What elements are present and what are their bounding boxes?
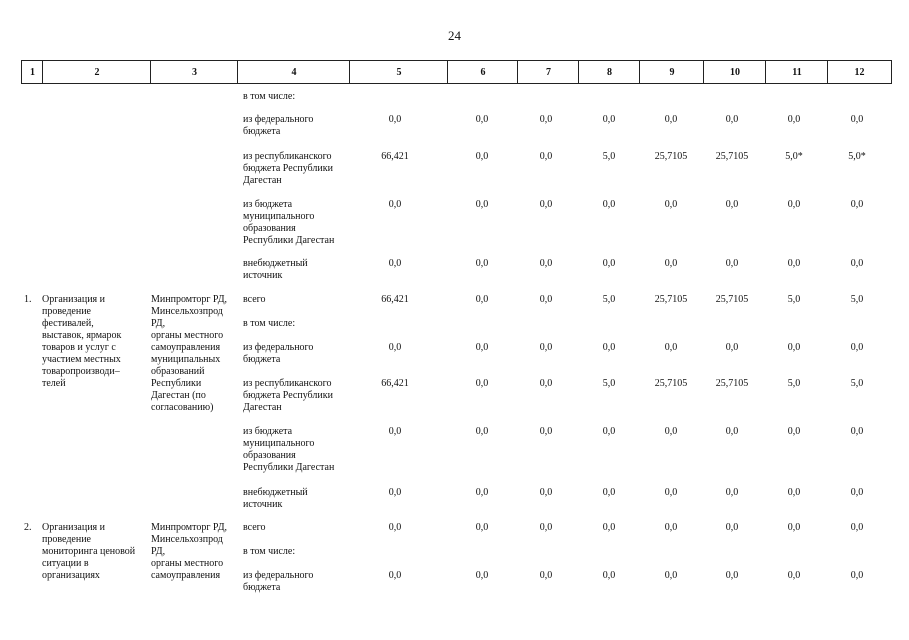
value-cell: 0,0 bbox=[602, 342, 616, 353]
header-cell: 5 bbox=[349, 60, 448, 84]
funding-source-line: источник bbox=[243, 499, 283, 510]
header-cell: 4 bbox=[237, 60, 350, 84]
value-cell: 0,0 bbox=[664, 522, 678, 533]
value-cell: 0,0 bbox=[664, 199, 678, 210]
funding-source-line: муниципального bbox=[243, 438, 315, 449]
value-cell: 0,0 bbox=[850, 342, 864, 353]
value-cell: 0,0 bbox=[602, 426, 616, 437]
value-cell: 25,7105 bbox=[654, 151, 688, 162]
funding-source-line: из федерального bbox=[243, 114, 314, 125]
executor-line: самоуправления bbox=[151, 342, 221, 353]
executor-line: образований bbox=[151, 366, 205, 377]
value-cell: 0,0 bbox=[602, 258, 616, 269]
executor-line: Дагестан (по bbox=[151, 390, 206, 401]
executor-line: органы местного bbox=[151, 558, 224, 569]
value-cell: 0,0 bbox=[388, 258, 402, 269]
value-cell: 0,0 bbox=[388, 522, 402, 533]
funding-source-line: внебюджетный bbox=[243, 487, 308, 498]
value-cell: 0,0 bbox=[725, 570, 739, 581]
value-cell: 0,0 bbox=[475, 487, 489, 498]
value-cell: 0,0 bbox=[475, 114, 489, 125]
funding-source-label bbox=[243, 91, 295, 103]
executor-line: Минсельхозпрод bbox=[151, 306, 223, 317]
value-cell: 0,0 bbox=[725, 487, 739, 498]
funding-source-line: бюджета bbox=[243, 582, 281, 593]
funding-source-line: внебюджетный bbox=[243, 258, 308, 269]
value-cell: 0,0 bbox=[475, 258, 489, 269]
value-cell: 5,0* bbox=[785, 151, 803, 162]
activity-line: Организация и bbox=[42, 294, 106, 305]
value-cell: 0,0 bbox=[388, 426, 402, 437]
activity-line: выставок, ярмарок bbox=[42, 330, 122, 341]
value-cell: 0,0 bbox=[787, 570, 801, 581]
value-cell: 0,0 bbox=[850, 258, 864, 269]
value-cell: 0,0 bbox=[539, 294, 553, 305]
value-cell: 0,0 bbox=[602, 570, 616, 581]
funding-source-line: всего bbox=[243, 294, 266, 305]
activity-line: Организация и bbox=[42, 522, 106, 533]
funding-source-label bbox=[243, 378, 333, 414]
value-cell: 0,0 bbox=[475, 294, 489, 305]
value-cell: 0,0 bbox=[388, 570, 402, 581]
value-cell: 0,0 bbox=[725, 342, 739, 353]
funding-source-line: из федерального bbox=[243, 570, 314, 581]
value-cell: 66,421 bbox=[381, 294, 409, 305]
activity-line: ситуации в bbox=[42, 558, 89, 569]
value-cell: 66,421 bbox=[381, 151, 409, 162]
value-cell: 0,0 bbox=[787, 487, 801, 498]
header-cell: 9 bbox=[639, 60, 704, 84]
executor-line: Минпромторг РД, bbox=[151, 294, 228, 305]
value-cell: 0,0 bbox=[725, 522, 739, 533]
funding-source-line: всего bbox=[243, 522, 266, 533]
value-cell: 5,0 bbox=[850, 378, 864, 389]
header-cell: 1 bbox=[21, 60, 43, 84]
value-cell: 25,7105 bbox=[715, 294, 749, 305]
value-cell: 0,0 bbox=[602, 114, 616, 125]
funding-source-line: Дагестан bbox=[243, 175, 282, 186]
funding-source-line: из бюджета bbox=[243, 199, 293, 210]
funding-source-label bbox=[243, 294, 266, 306]
value-cell: 0,0 bbox=[388, 199, 402, 210]
header-cell: 3 bbox=[150, 60, 238, 84]
funding-source-line: в том числе: bbox=[243, 318, 296, 329]
value-cell: 0,0 bbox=[787, 522, 801, 533]
value-cell: 5,0 bbox=[787, 294, 801, 305]
value-cell: 25,7105 bbox=[715, 378, 749, 389]
activity-line: проведение bbox=[42, 534, 91, 545]
activity-line: участием местных bbox=[42, 354, 121, 365]
activity-line: мониторинга ценовой bbox=[42, 546, 136, 557]
funding-source-line: в том числе: bbox=[243, 546, 296, 557]
funding-source-line: из федерального bbox=[243, 342, 314, 353]
value-cell: 0,0 bbox=[475, 522, 489, 533]
value-cell: 0,0 bbox=[725, 114, 739, 125]
value-cell: 0,0 bbox=[725, 426, 739, 437]
value-cell: 0,0 bbox=[664, 114, 678, 125]
value-cell: 0,0 bbox=[787, 342, 801, 353]
value-cell: 0,0 bbox=[850, 114, 864, 125]
header-cell: 10 bbox=[703, 60, 766, 84]
value-cell: 0,0 bbox=[850, 522, 864, 533]
funding-source-line: бюджета bbox=[243, 354, 281, 365]
header-cell: 8 bbox=[578, 60, 640, 84]
value-cell: 5,0 bbox=[602, 294, 616, 305]
value-cell: 0,0 bbox=[787, 426, 801, 437]
funding-source-line: в том числе: bbox=[243, 91, 296, 102]
executor-line: Минпромторг РД, bbox=[151, 522, 228, 533]
funding-source-label bbox=[243, 258, 308, 282]
value-cell: 0,0 bbox=[539, 487, 553, 498]
value-cell: 0,0 bbox=[475, 426, 489, 437]
value-cell: 0,0 bbox=[725, 199, 739, 210]
executors bbox=[151, 294, 227, 414]
activity-line: организациях bbox=[42, 570, 100, 581]
value-cell: 5,0* bbox=[848, 151, 866, 162]
funding-source-label bbox=[243, 426, 334, 474]
funding-source-line: из республиканского bbox=[243, 378, 332, 389]
header-cell: 6 bbox=[447, 60, 518, 84]
value-cell: 0,0 bbox=[787, 114, 801, 125]
value-cell: 0,0 bbox=[787, 258, 801, 269]
value-cell: 0,0 bbox=[850, 199, 864, 210]
executor-line: согласованию) bbox=[151, 402, 214, 413]
value-cell: 0,0 bbox=[850, 570, 864, 581]
executor-line: органы местного bbox=[151, 330, 224, 341]
value-cell: 0,0 bbox=[475, 342, 489, 353]
value-cell: 0,0 bbox=[664, 258, 678, 269]
value-cell: 0,0 bbox=[539, 342, 553, 353]
value-cell: 0,0 bbox=[539, 258, 553, 269]
value-cell: 0,0 bbox=[850, 426, 864, 437]
executor-line: самоуправления bbox=[151, 570, 221, 581]
activity-line: проведение bbox=[42, 306, 91, 317]
funding-source-line: бюджета Республики bbox=[243, 163, 333, 174]
funding-source-line: Дагестан bbox=[243, 402, 282, 413]
executor-line: Минсельхозпрод bbox=[151, 534, 223, 545]
funding-source-line: Республики Дагестан bbox=[243, 462, 335, 473]
value-cell: 25,7105 bbox=[654, 294, 688, 305]
scan-top-edge bbox=[0, 0, 909, 2]
funding-source-label bbox=[243, 342, 313, 366]
funding-source-line: образования bbox=[243, 223, 296, 234]
activity-description bbox=[42, 294, 121, 390]
header-cell: 11 bbox=[765, 60, 828, 84]
value-cell: 66,421 bbox=[381, 378, 409, 389]
funding-source-line: муниципального bbox=[243, 211, 315, 222]
funding-source-line: Республики Дагестан bbox=[243, 235, 335, 246]
value-cell: 0,0 bbox=[602, 522, 616, 533]
activity-line: фестивалей, bbox=[42, 318, 94, 329]
executor-line: Республики bbox=[151, 378, 202, 389]
value-cell: 0,0 bbox=[787, 199, 801, 210]
value-cell: 0,0 bbox=[725, 258, 739, 269]
value-cell: 0,0 bbox=[475, 378, 489, 389]
funding-source-label bbox=[243, 487, 308, 511]
funding-source-label bbox=[243, 318, 295, 330]
funding-source-line: образования bbox=[243, 450, 296, 461]
value-cell: 0,0 bbox=[539, 199, 553, 210]
activity-line: телей bbox=[42, 378, 66, 389]
funding-source-line: источник bbox=[243, 270, 283, 281]
value-cell: 0,0 bbox=[388, 114, 402, 125]
funding-source-line: из бюджета bbox=[243, 426, 293, 437]
value-cell: 0,0 bbox=[664, 426, 678, 437]
funding-source-label bbox=[243, 151, 333, 187]
value-cell: 25,7105 bbox=[715, 151, 749, 162]
header-cell: 12 bbox=[827, 60, 892, 84]
executor-line: РД, bbox=[151, 546, 166, 557]
funding-source-label bbox=[243, 570, 313, 594]
value-cell: 0,0 bbox=[850, 487, 864, 498]
executor-line: РД, bbox=[151, 318, 166, 329]
funding-source-label bbox=[243, 522, 266, 534]
executor-line: муниципальных bbox=[151, 354, 221, 365]
value-cell: 0,0 bbox=[539, 570, 553, 581]
value-cell: 0,0 bbox=[539, 522, 553, 533]
funding-source-line: бюджета bbox=[243, 126, 281, 137]
executors bbox=[151, 522, 227, 582]
header-cell: 7 bbox=[517, 60, 579, 84]
value-cell: 0,0 bbox=[539, 378, 553, 389]
value-cell: 0,0 bbox=[388, 342, 402, 353]
value-cell: 0,0 bbox=[539, 151, 553, 162]
funding-source-line: бюджета Республики bbox=[243, 390, 333, 401]
funding-source-line: из республиканского bbox=[243, 151, 332, 162]
value-cell: 0,0 bbox=[539, 114, 553, 125]
value-cell: 0,0 bbox=[475, 151, 489, 162]
activity-description bbox=[42, 522, 135, 582]
value-cell: 0,0 bbox=[475, 570, 489, 581]
value-cell: 0,0 bbox=[602, 487, 616, 498]
value-cell: 0,0 bbox=[475, 199, 489, 210]
value-cell: 5,0 bbox=[602, 151, 616, 162]
value-cell: 0,0 bbox=[664, 570, 678, 581]
value-cell: 0,0 bbox=[664, 342, 678, 353]
header-cell: 2 bbox=[42, 60, 151, 84]
funding-source-label bbox=[243, 546, 295, 558]
value-cell: 0,0 bbox=[539, 426, 553, 437]
value-cell: 5,0 bbox=[602, 378, 616, 389]
funding-source-label bbox=[243, 114, 313, 138]
item-number: 2. bbox=[24, 522, 32, 533]
activity-line: товаропроизводи– bbox=[42, 366, 120, 377]
value-cell: 0,0 bbox=[602, 199, 616, 210]
value-cell: 25,7105 bbox=[654, 378, 688, 389]
activity-line: товаров и услуг с bbox=[42, 342, 116, 353]
funding-source-label bbox=[243, 199, 334, 247]
page-number: 24 bbox=[448, 28, 461, 43]
item-number: 1. bbox=[24, 294, 32, 305]
value-cell: 5,0 bbox=[850, 294, 864, 305]
value-cell: 0,0 bbox=[388, 487, 402, 498]
value-cell: 5,0 bbox=[787, 378, 801, 389]
value-cell: 0,0 bbox=[664, 487, 678, 498]
